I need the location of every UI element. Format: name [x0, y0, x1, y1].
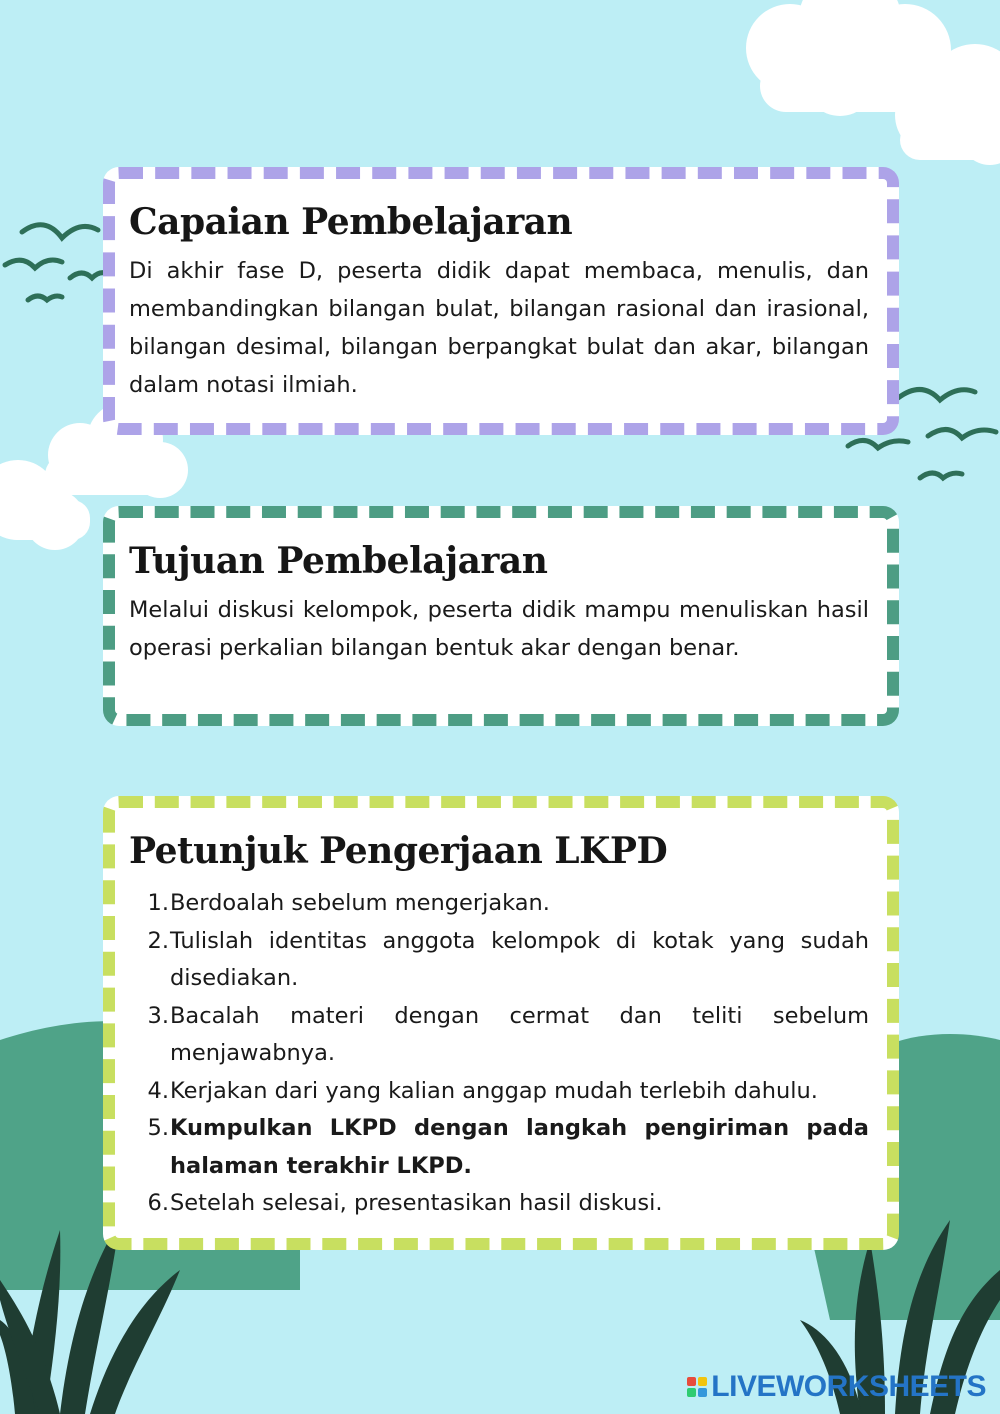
list-item-number: 2. — [147, 927, 169, 954]
list-item — [129, 998, 869, 1073]
list-item-text: Berdoalah sebelum mengerjakan. — [170, 890, 550, 917]
list-item-number: 5. — [147, 1115, 169, 1142]
card-body: Di akhir fase D, peserta didik dapat membaca, menulis, dan membandingkan bilangan bulat, bilangan rasional dan irasional, bilangan desimal, bilangan berpangkat bulat dan akar, bilangan dalam notasi ilmiah. — [129, 258, 869, 399]
list-item — [129, 923, 869, 998]
card-title: Petunjuk Pengerjaan LKPD — [129, 830, 668, 872]
card-petunjuk-pengerjaan — [103, 796, 899, 1250]
list-item-number: 3. — [147, 1002, 169, 1029]
card-capaian-pembelajaran — [103, 167, 899, 435]
liveworksheets-brand[interactable] — [687, 1370, 986, 1404]
card-title: Tujuan Pembelajaran — [129, 540, 548, 582]
list-item — [129, 885, 869, 923]
card-tujuan-pembelajaran — [103, 506, 899, 726]
list-item-text: Kumpulkan LKPD dengan langkah pengiriman pada halaman terakhir LKPD. — [170, 1115, 869, 1179]
list-item-text: Bacalah materi dengan cermat dan teliti sebelum menjawabnya. — [170, 1002, 869, 1067]
list-item — [129, 1110, 869, 1185]
card-title: Capaian Pembelajaran — [129, 201, 573, 243]
list-item-number: 6. — [147, 1190, 169, 1217]
list-item-text: Tulislah identitas anggota kelompok di kotak yang sudah disediakan. — [170, 927, 869, 992]
instruction-list — [129, 885, 869, 1223]
list-item — [129, 1185, 869, 1223]
card-body: Melalui diskusi kelompok, peserta didik mampu menuliskan hasil operasi perkalian bilangan bentuk akar dengan benar. — [129, 597, 869, 662]
list-item-number: 1. — [147, 890, 169, 917]
list-item-number: 4. — [147, 1077, 169, 1104]
list-item-text: Setelah selesai, presentasikan hasil diskusi. — [170, 1190, 663, 1217]
list-item — [129, 1073, 869, 1111]
liveworksheets-logo-icon — [687, 1377, 707, 1397]
list-item-text: Kerjakan dari yang kalian anggap mudah terlebih dahulu. — [170, 1077, 818, 1104]
brand-name: LIVEWORKSHEETS — [711, 1370, 986, 1403]
